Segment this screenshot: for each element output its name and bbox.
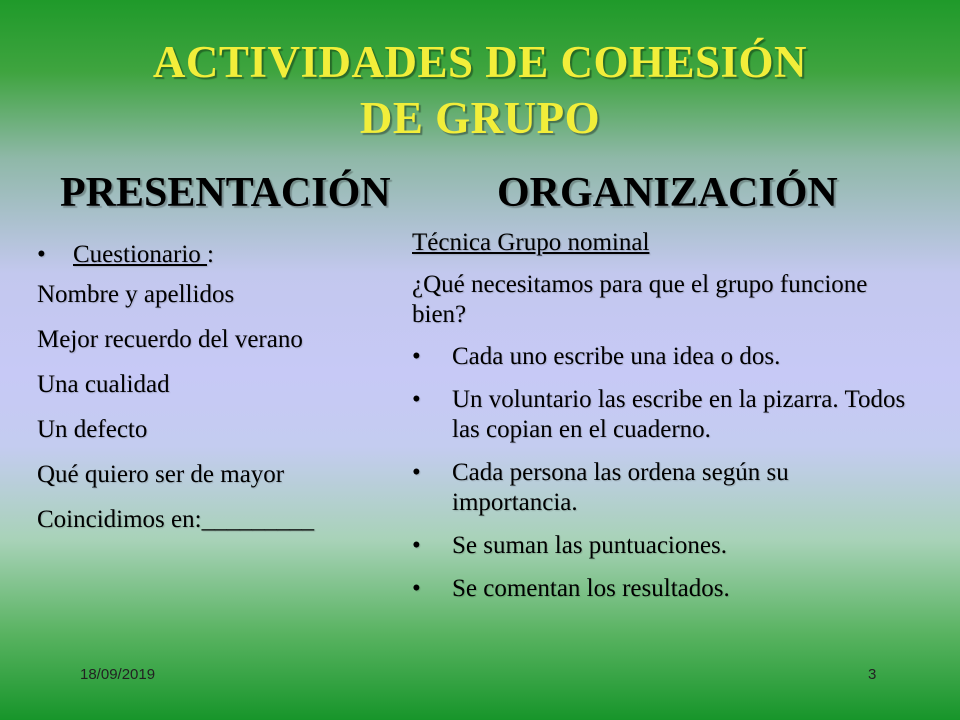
left-line: Un defecto bbox=[37, 416, 148, 443]
left-line: Mejor recuerdo del verano bbox=[37, 326, 303, 353]
heading-presentacion: PRESENTACIÓN bbox=[60, 170, 391, 216]
step-text: Cada persona las ordena según su importancia. bbox=[452, 459, 789, 516]
list-item bbox=[412, 342, 912, 372]
step-text: Un voluntario las escribe en la pizarra. Todos las copian en el cuaderno. bbox=[452, 386, 906, 443]
bullet-icon: • bbox=[412, 386, 421, 413]
title-line-2: DE GRUPO bbox=[359, 93, 601, 143]
technique-steps bbox=[412, 342, 912, 604]
technique-subtitle: Técnica Grupo nominal bbox=[412, 229, 650, 256]
questionnaire-bullet bbox=[37, 240, 367, 270]
left-line: Coincidimos en:_________ bbox=[37, 506, 315, 533]
step-text: Se comentan los resultados. bbox=[452, 575, 730, 602]
bullet-icon: • bbox=[412, 343, 421, 370]
questionnaire-colon: : bbox=[207, 241, 214, 268]
step-text: Se suman las puntuaciones. bbox=[452, 532, 727, 559]
technique-question: ¿Qué necesitamos para que el grupo funcione bien? bbox=[412, 271, 868, 328]
page-number: 3 bbox=[868, 666, 877, 683]
left-column bbox=[37, 240, 367, 550]
right-column bbox=[412, 228, 912, 617]
bullet-icon: • bbox=[37, 241, 46, 268]
slide-title bbox=[40, 34, 920, 146]
left-line: Qué quiero ser de mayor bbox=[37, 461, 285, 488]
list-item bbox=[412, 385, 912, 445]
heading-organizacion: ORGANIZACIÓN bbox=[497, 170, 838, 216]
questionnaire-label: Cuestionario bbox=[73, 241, 208, 268]
bullet-icon: • bbox=[412, 575, 421, 602]
list-item bbox=[412, 531, 912, 561]
left-line: Una cualidad bbox=[37, 371, 170, 398]
list-item bbox=[412, 458, 912, 518]
list-item bbox=[412, 574, 912, 604]
step-text: Cada uno escribe una idea o dos. bbox=[452, 343, 781, 370]
left-line: Nombre y apellidos bbox=[37, 281, 235, 308]
footer-date: 18/09/2019 bbox=[80, 666, 156, 683]
bullet-icon: • bbox=[412, 459, 421, 486]
title-line-1: ACTIVIDADES DE COHESIÓN bbox=[152, 37, 808, 87]
bullet-icon: • bbox=[412, 532, 421, 559]
